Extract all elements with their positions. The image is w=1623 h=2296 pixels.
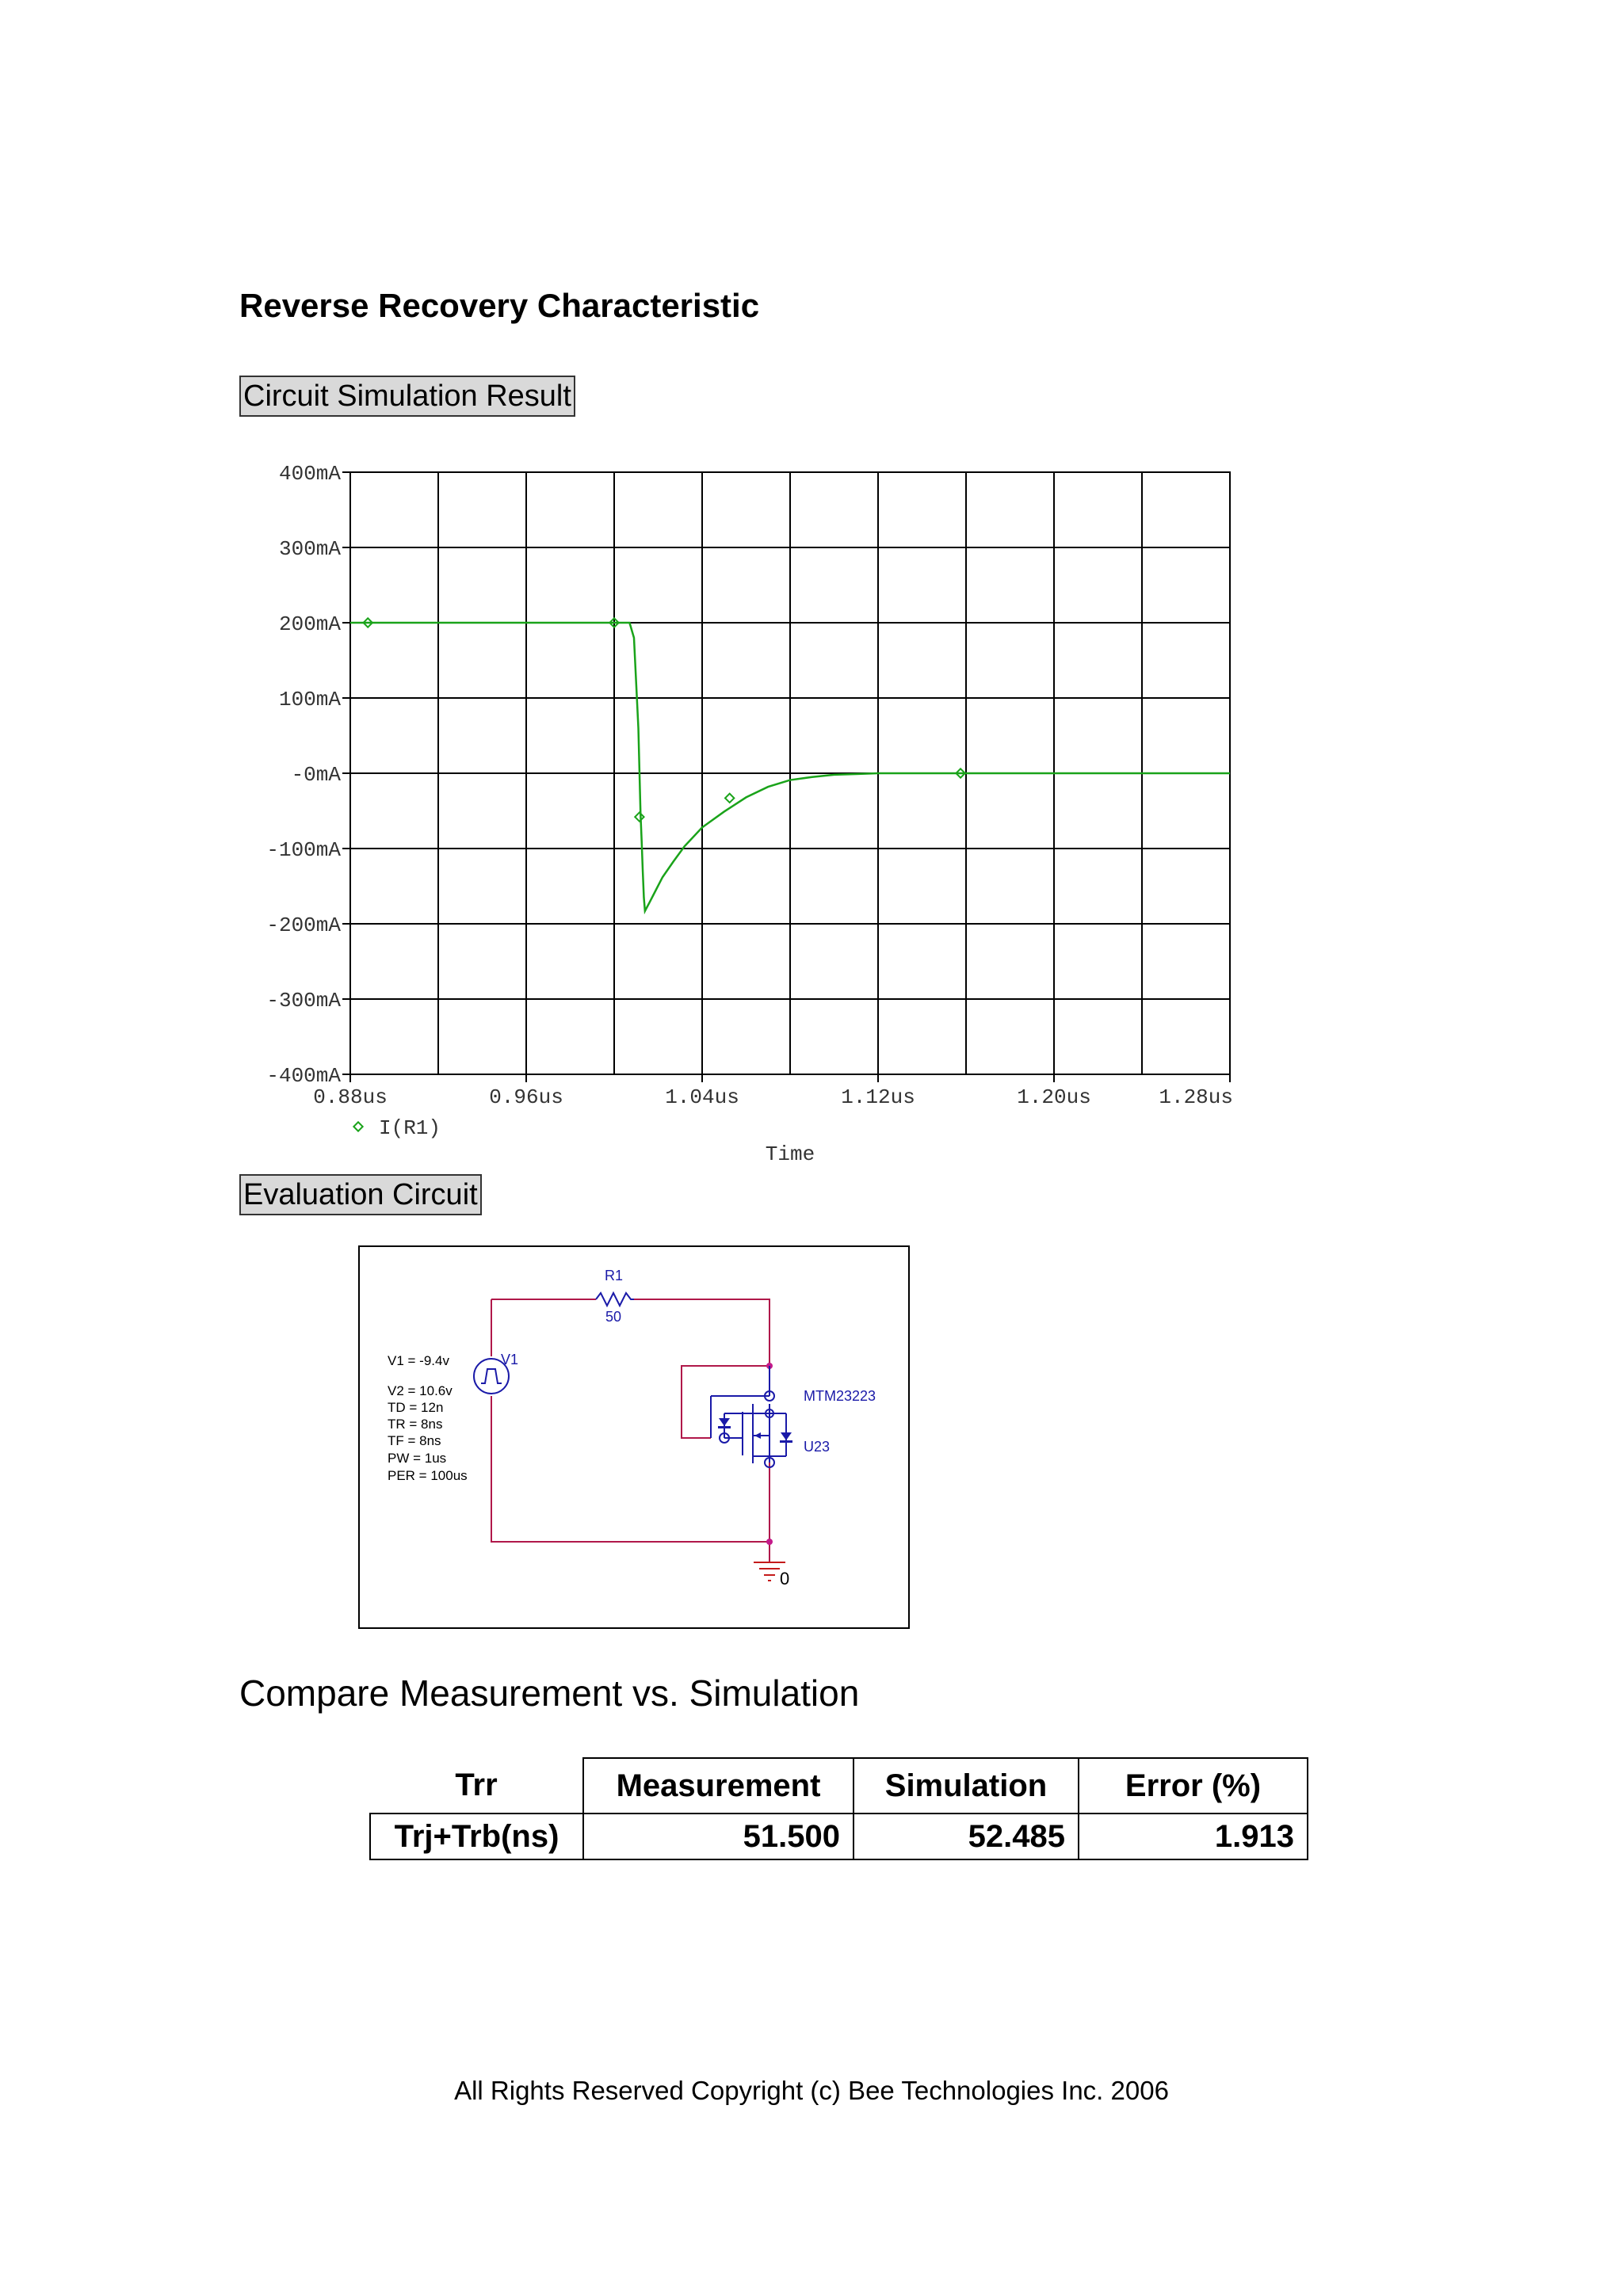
v1-param-line: TF = 8ns bbox=[388, 1433, 441, 1448]
x-tick-label: 1.04us bbox=[665, 1085, 739, 1109]
v1-param-line: PER = 100us bbox=[388, 1468, 468, 1483]
header-measurement: Measurement bbox=[583, 1758, 854, 1814]
device-part-label: MTM23223 bbox=[804, 1388, 876, 1404]
table-row bbox=[370, 1814, 1308, 1859]
copyright-footer: All Rights Reserved Copyright (c) Bee Technologies Inc. 2006 bbox=[454, 2076, 1169, 2105]
device-ref-label: U23 bbox=[804, 1439, 831, 1455]
y-tick-label: -400mA bbox=[266, 1064, 341, 1088]
table-header-row bbox=[370, 1758, 1308, 1814]
cell-error: 1.913 bbox=[1079, 1814, 1308, 1859]
chart-ticks bbox=[266, 462, 1233, 1109]
v1-param-line: V1 = -9.4v bbox=[388, 1353, 449, 1368]
v1-name: V1 bbox=[501, 1352, 519, 1367]
cell-measurement: 51.500 bbox=[583, 1814, 854, 1859]
y-tick-label: 400mA bbox=[278, 462, 341, 486]
r1-name: R1 bbox=[605, 1268, 624, 1283]
evaluation-section-label: Evaluation Circuit bbox=[239, 1174, 482, 1215]
y-tick-label: 200mA bbox=[278, 612, 341, 636]
y-tick-label: 300mA bbox=[278, 537, 341, 561]
compare-heading: Compare Measurement vs. Simulation bbox=[239, 1672, 860, 1714]
header-error: Error (%) bbox=[1079, 1758, 1308, 1814]
v1-param-line: PW = 1us bbox=[388, 1451, 447, 1466]
page-title: Reverse Recovery Characteristic bbox=[239, 287, 760, 324]
x-tick-label: 0.88us bbox=[313, 1085, 388, 1109]
series-marker bbox=[635, 812, 643, 821]
chart-legend bbox=[353, 1116, 441, 1140]
recovery-chart bbox=[238, 444, 1268, 1173]
evaluation-circuit bbox=[358, 1245, 911, 1630]
series-marker bbox=[725, 794, 734, 803]
x-axis-label: Time bbox=[765, 1142, 815, 1166]
row-label: Trj+Trb(ns) bbox=[370, 1814, 583, 1859]
header-trr: Trr bbox=[455, 1768, 498, 1802]
y-tick-label: 100mA bbox=[278, 688, 341, 711]
v1-param-line: TD = 12n bbox=[388, 1400, 444, 1415]
r1-value: 50 bbox=[605, 1309, 622, 1325]
x-tick-label: 1.20us bbox=[1017, 1085, 1091, 1109]
y-tick-label: -0mA bbox=[291, 763, 341, 787]
legend-label: I(R1) bbox=[379, 1116, 441, 1140]
x-tick-label: 1.28us bbox=[1159, 1085, 1233, 1109]
legend-marker bbox=[353, 1122, 362, 1131]
results-table bbox=[369, 1757, 1308, 1860]
y-tick-label: -300mA bbox=[266, 989, 341, 1013]
x-tick-label: 1.12us bbox=[841, 1085, 915, 1109]
y-tick-label: -100mA bbox=[266, 838, 341, 862]
cell-simulation: 52.485 bbox=[854, 1814, 1079, 1859]
y-tick-label: -200mA bbox=[266, 913, 341, 937]
v1-param-line: TR = 8ns bbox=[388, 1417, 443, 1432]
ground-label: 0 bbox=[780, 1569, 790, 1589]
x-tick-label: 0.96us bbox=[489, 1085, 563, 1109]
v1-param-line: V2 = 10.6v bbox=[388, 1383, 453, 1398]
header-simulation: Simulation bbox=[854, 1758, 1079, 1814]
simulation-section-label: Circuit Simulation Result bbox=[239, 376, 575, 417]
circuit-frame bbox=[359, 1246, 909, 1628]
